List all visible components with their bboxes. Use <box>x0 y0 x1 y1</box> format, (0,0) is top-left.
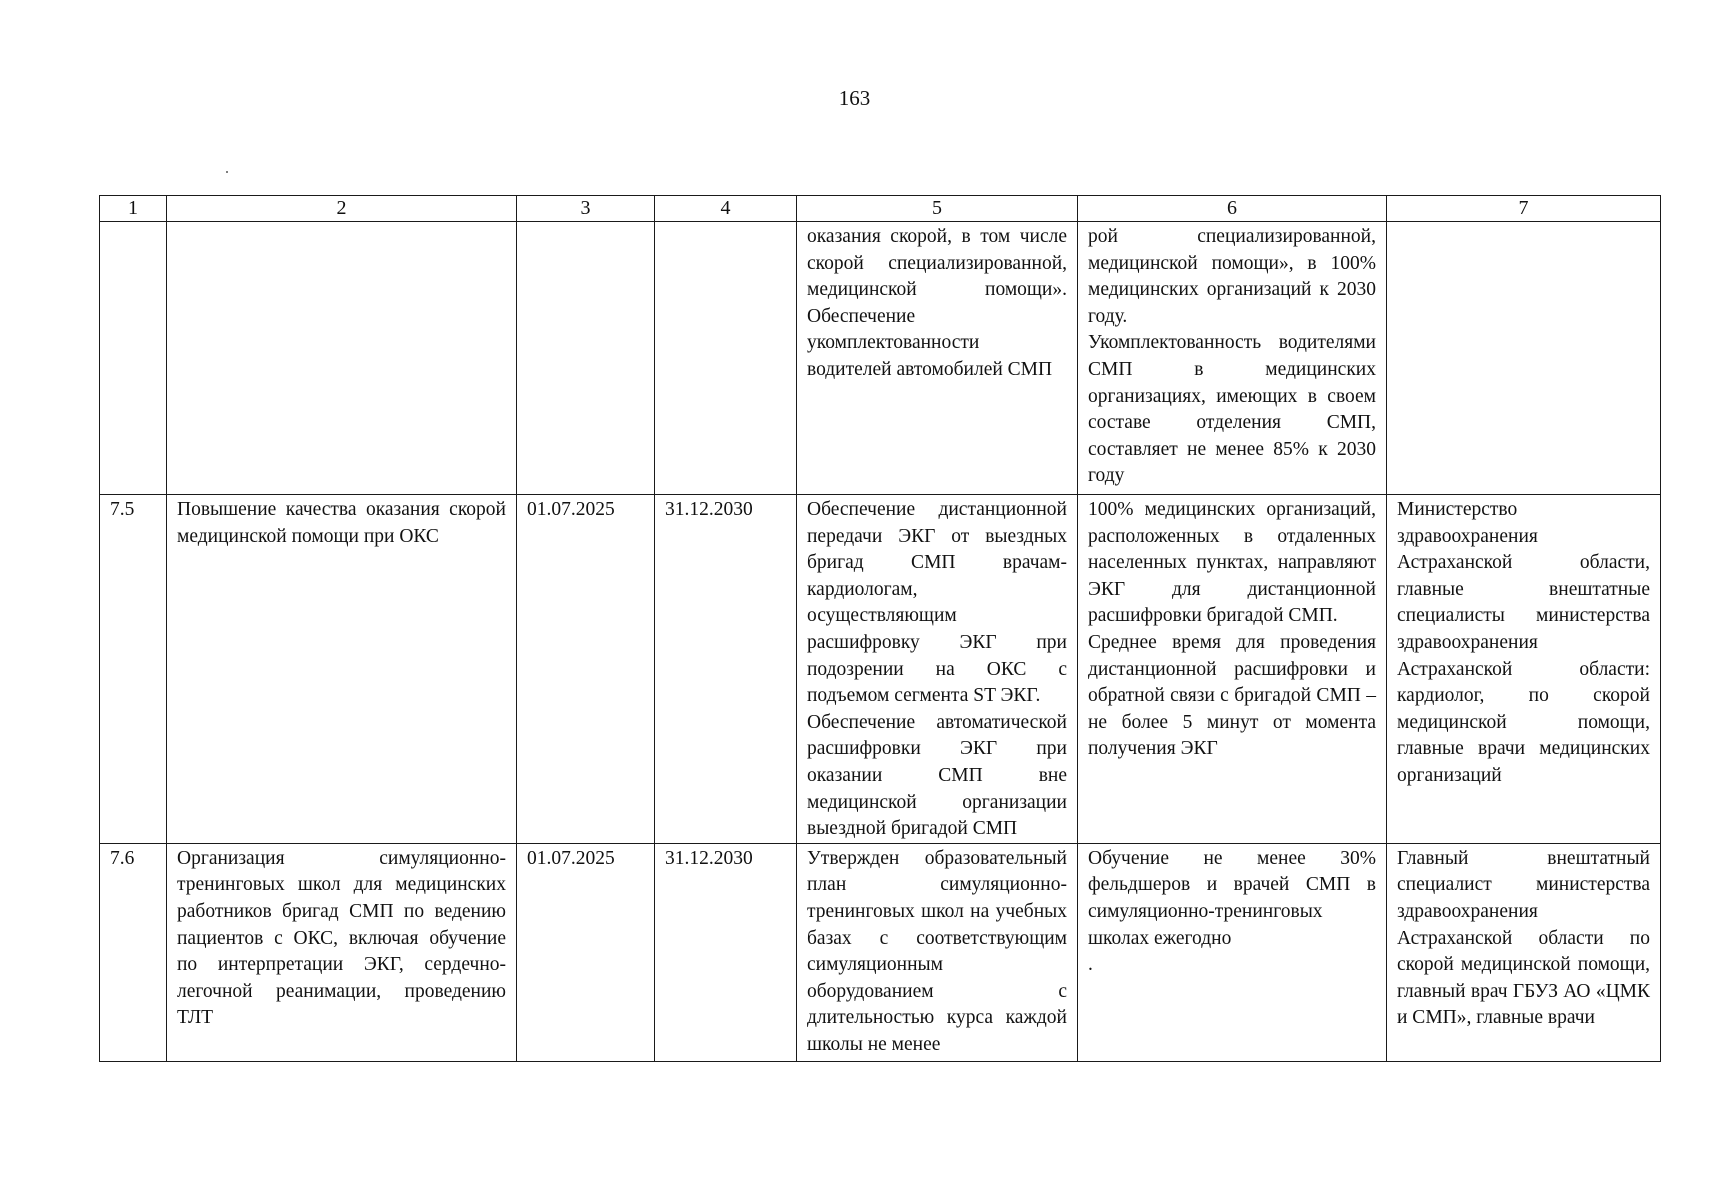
table-row <box>100 495 1661 844</box>
measure-name: Организация симуляционно-тренинговых школ для медицинских работников бригад СМП по ведению пациентов с ОКС, включая обучение по интерпретации ЭКГ, сердечно-легочной реанимации, проведению ТЛТ <box>167 843 517 1061</box>
start-date: 01.07.2025 <box>517 495 655 844</box>
column-number-row <box>100 196 1661 222</box>
result-paragraph: Утвержден образовательный план симуляционно-тренинговых школ на учебных базах с соответствующим симуляционным оборудованием с длительностью курса каждой школы не менее <box>807 847 1067 1055</box>
end-date: 31.12.2030 <box>655 495 797 844</box>
column-number: 7 <box>1387 196 1661 222</box>
target-indicator <box>1078 495 1387 844</box>
measures-table <box>99 195 1661 1062</box>
indicator-paragraph: . <box>1088 954 1093 976</box>
result-paragraph: оказания скорой, в том числе скорой специализированной, медицинской помощи». Обеспечение укомплектованности водителей автомобилей СМП <box>807 226 1067 380</box>
measure-name: Повышение качества оказания скорой медицинской помощи при ОКС <box>167 495 517 844</box>
item-number: 7.6 <box>100 843 167 1061</box>
item-number <box>100 222 167 495</box>
column-number: 5 <box>797 196 1078 222</box>
target-indicator <box>1078 843 1387 1061</box>
expected-result <box>797 222 1078 495</box>
column-number: 1 <box>100 196 167 222</box>
result-paragraph: Обеспечение дистанционной передачи ЭКГ от выездных бригад СМП врачам-кардиологам, осуществляющим расшифровку ЭКГ при подозрении на ОКС с подъемом сегмента ST ЭКГ. <box>807 499 1067 707</box>
start-date <box>517 222 655 495</box>
expected-result <box>797 495 1078 844</box>
scan-speck <box>226 171 228 173</box>
item-number: 7.5 <box>100 495 167 844</box>
responsible-party: Главный внештатный специалист министерства здравоохранения Астраханской области по скорой медицинской помощи, главный врач ГБУЗ АО «ЦМК и СМП», главные врачи <box>1387 843 1661 1061</box>
column-number: 2 <box>167 196 517 222</box>
indicator-paragraph: Укомплектованность водителями СМП в медицинских организациях, имеющих в своем составе отделения СМП, составляет не менее 85% к 2030 году <box>1088 332 1376 487</box>
target-indicator <box>1078 222 1387 495</box>
column-number: 6 <box>1078 196 1387 222</box>
result-paragraph: Обеспечение автоматической расшифровки ЭКГ при оказании СМП вне медицинской организации выездной бригадой СМП <box>807 711 1067 840</box>
indicator-paragraph: 100% медицинских организаций, расположенных в отдаленных населенных пунктах, направляют ЭКГ для дистанционной расшифровки бригадой СМП. <box>1088 499 1376 627</box>
column-number: 4 <box>655 196 797 222</box>
page-number: 163 <box>838 86 871 110</box>
measure-name <box>167 222 517 495</box>
expected-result <box>797 843 1078 1061</box>
end-date: 31.12.2030 <box>655 843 797 1061</box>
column-number: 3 <box>517 196 655 222</box>
table-row <box>100 222 1661 495</box>
end-date <box>655 222 797 495</box>
indicator-paragraph: рой специализированной, медицинской помощи», в 100% медицинских организаций к 2030 году. <box>1088 226 1376 327</box>
responsible-party <box>1387 222 1661 495</box>
indicator-paragraph: Среднее время для проведения дистанционной расшифровки и обратной связи с бригадой СМП – не более 5 минут от момента получения ЭКГ <box>1088 631 1376 760</box>
table-row <box>100 843 1661 1061</box>
indicator-paragraph: Обучение не менее 30% фельдшеров и врачей СМП в симуляционно-тренинговых школах ежегодно <box>1088 847 1376 949</box>
start-date: 01.07.2025 <box>517 843 655 1061</box>
responsible-party: Министерство здравоохранения Астраханской области, главные внештатные специалисты министерства здравоохранения Астраханской области: кардиолог, по скорой медицинской помощи, главные врачи медицинских организаций <box>1387 495 1661 844</box>
